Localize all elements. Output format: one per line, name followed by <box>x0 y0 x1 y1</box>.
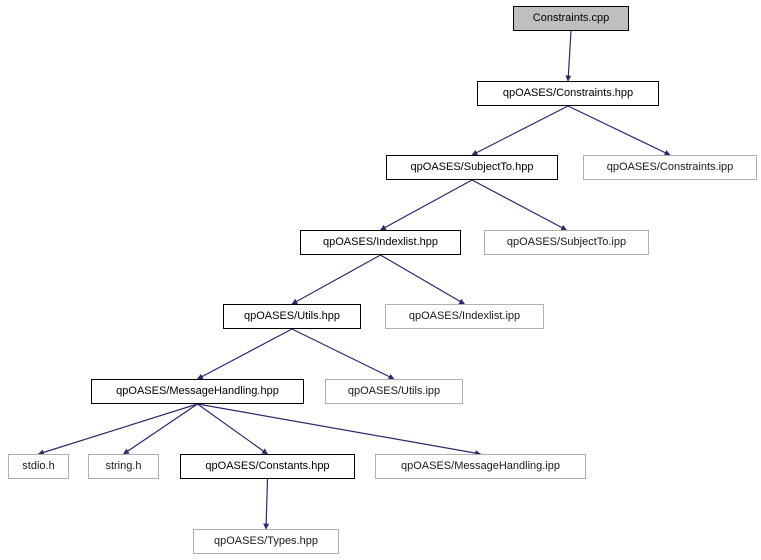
graph-node-utils_hpp[interactable] <box>223 304 361 329</box>
graph-node-label: stdio.h <box>22 460 55 472</box>
graph-edge-subjectto_hpp-to-indexlist_hpp <box>381 180 473 230</box>
graph-edge-constraints_hpp-to-subjectto_hpp <box>472 106 568 155</box>
graph-node-indexlist_hpp[interactable] <box>300 230 461 255</box>
graph-edge-messagehandling_hpp-to-constants_hpp <box>198 404 268 454</box>
graph-edge-messagehandling_hpp-to-messagehandling_ipp <box>198 404 481 454</box>
graph-node-subjectto_hpp[interactable] <box>386 155 558 180</box>
graph-node-stdio_h[interactable] <box>8 454 69 479</box>
graph-node-subjectto_ipp[interactable] <box>484 230 649 255</box>
graph-node-label: qpOASES/Indexlist.hpp <box>323 236 438 248</box>
graph-node-constraints_hpp[interactable] <box>477 81 659 106</box>
graph-node-label: qpOASES/Utils.hpp <box>244 310 340 322</box>
graph-node-label: qpOASES/MessageHandling.ipp <box>401 460 560 472</box>
graph-node-label: qpOASES/SubjectTo.ipp <box>506 236 627 248</box>
graph-edge-indexlist_hpp-to-indexlist_ipp <box>381 255 465 304</box>
graph-node-label: qpOASES/Indexlist.ipp <box>408 310 521 322</box>
graph-node-label: string.h <box>105 460 142 472</box>
graph-node-label: qpOASES/Constraints.ipp <box>606 161 734 173</box>
graph-node-messagehandling_hpp[interactable] <box>91 379 304 404</box>
graph-node-label: qpOASES/Types.hpp <box>214 535 318 547</box>
graph-edge-messagehandling_hpp-to-stdio_h <box>39 404 198 454</box>
graph-node-constraints_ipp[interactable] <box>583 155 757 180</box>
graph-node-label: qpOASES/Constants.hpp <box>205 460 330 472</box>
graph-node-utils_ipp[interactable] <box>325 379 463 404</box>
graph-node-string_h[interactable] <box>88 454 159 479</box>
graph-node-label: Constraints.cpp <box>532 12 610 24</box>
graph-node-types_hpp[interactable] <box>193 529 339 554</box>
graph-edge-messagehandling_hpp-to-string_h <box>124 404 198 454</box>
graph-edge-indexlist_hpp-to-utils_hpp <box>292 255 381 304</box>
graph-node-label: qpOASES/Constraints.hpp <box>502 87 634 99</box>
graph-edge-constraints_cpp-to-constraints_hpp <box>568 31 571 81</box>
graph-edge-constraints_hpp-to-constraints_ipp <box>568 106 670 155</box>
graph-edge-constants_hpp-to-types_hpp <box>266 479 268 529</box>
graph-node-label: qpOASES/SubjectTo.hpp <box>410 161 534 173</box>
graph-node-label: qpOASES/Utils.ipp <box>347 385 441 397</box>
graph-node-messagehandling_ipp[interactable] <box>375 454 586 479</box>
graph-node-label: qpOASES/MessageHandling.hpp <box>116 385 279 397</box>
graph-edge-utils_hpp-to-messagehandling_hpp <box>198 329 293 379</box>
graph-node-constants_hpp[interactable] <box>180 454 355 479</box>
graph-node-indexlist_ipp[interactable] <box>385 304 544 329</box>
graph-edge-utils_hpp-to-utils_ipp <box>292 329 394 379</box>
graph-node-constraints_cpp[interactable] <box>513 6 629 31</box>
graph-edge-subjectto_hpp-to-subjectto_ipp <box>472 180 567 230</box>
